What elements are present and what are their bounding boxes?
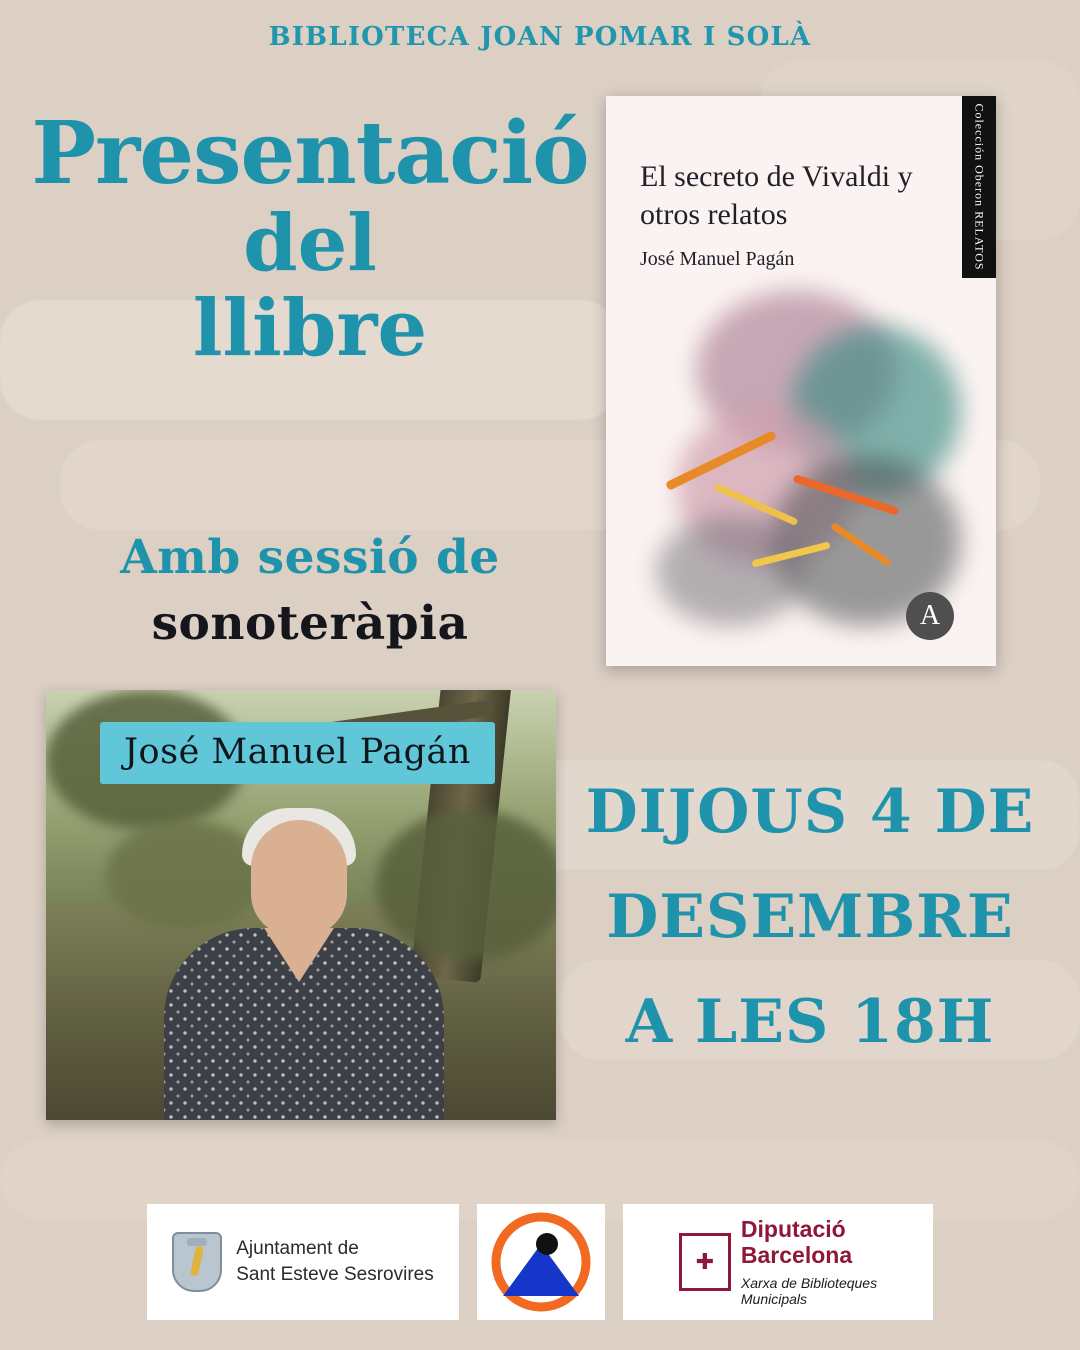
title-line-1: Presentació	[31, 103, 589, 204]
title-line-3: llibre	[192, 283, 428, 375]
event-date-block	[560, 760, 1060, 1075]
page-title	[20, 103, 600, 375]
library-name: BIBLIOTECA JOAN POMAR I SOLÀ	[268, 22, 812, 52]
book-cover-artwork	[641, 286, 961, 636]
author-name-badge: José Manuel Pagán	[100, 722, 495, 784]
diputacio-crest-icon: ✚	[679, 1233, 731, 1291]
date-line-1: DIJOUS 4 DE	[585, 777, 1035, 847]
shield-crest-icon	[172, 1232, 222, 1292]
diputacio-line-1: Diputació	[740, 1215, 846, 1242]
ajuntament-line-2: Sant Esteve Sesrovires	[236, 1264, 434, 1285]
date-line-3: A LES 18H	[625, 987, 995, 1057]
publisher-logo-icon: A	[906, 592, 954, 640]
book-title: El secreto de Vivaldi y otros relatos	[640, 160, 913, 232]
book-cover-image	[606, 96, 996, 666]
logo-diputacio-barcelona	[623, 1204, 933, 1320]
book-author: José Manuel Pagán	[640, 248, 795, 270]
ajuntament-line-1: Ajuntament de	[236, 1238, 359, 1260]
date-line-2: DESEMBRE	[606, 882, 1014, 952]
book-spine-text: Colección Oberon RELATOS	[972, 103, 987, 271]
circle-mountain-icon	[489, 1210, 593, 1314]
title-line-2: del	[243, 197, 377, 289]
diputacio-sub-2: Municipals	[740, 1291, 808, 1308]
sponsor-logo-row	[0, 1204, 1080, 1320]
subtitle-line-2: sonoteràpia	[151, 596, 469, 651]
diputacio-line-2: Barcelona	[740, 1242, 853, 1269]
book-spine	[962, 96, 996, 278]
logo-biblioteca-mark	[477, 1204, 605, 1320]
subtitle-line-1: Amb sessió de	[120, 530, 500, 585]
logo-ajuntament-sant-esteve	[147, 1204, 459, 1320]
diputacio-sub-1: Xarxa de Biblioteques	[740, 1274, 878, 1291]
